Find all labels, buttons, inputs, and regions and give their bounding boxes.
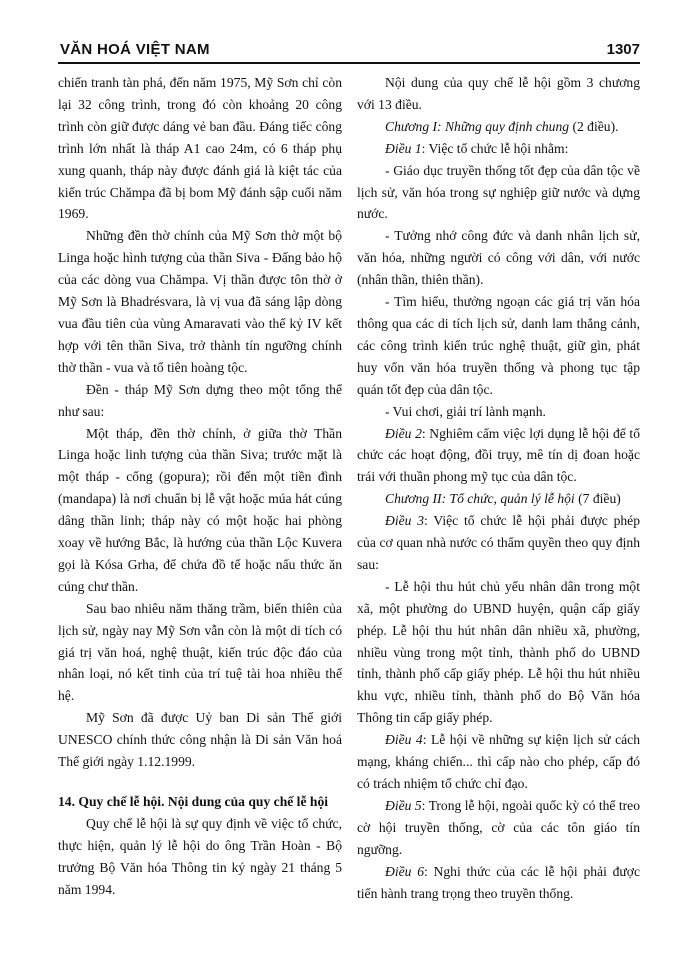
chapter-title: Chương I: Những quy định chung: [385, 118, 570, 134]
paragraph: Đền - tháp Mỹ Sơn dựng theo một tổng thể như sau:: [58, 381, 342, 419]
left-column: [58, 72, 342, 901]
paragraph: Một tháp, đền thờ chính, ở giữa thờ Thần Linga hoặc linh tượng của thần Siva; trước mặt là một tháp - cổng (gopura); rồi đến một tiền đình (mandapa) là nơi chuẩn bị lễ vật hoặc múa hát cúng dâng thần linh; tháp này có một hoặc hai phòng xoay về hướng Bắc, là hướng của thần Lộc Kuvera gọi là Kósa Grha, để chứa đồ tế hoặc nấu thức ăn cúng chư thần.: [58, 425, 342, 594]
chapter-heading: [357, 116, 640, 138]
bullet-item: - Vui chơi, giải trí lành mạnh.: [385, 403, 546, 419]
article-label: Điều 1: [385, 140, 422, 156]
article-text: : Nghiêm cấm việc lợi dụng lễ hội để tổ chức các hoạt động, đồi trụy, mê tín dị đoan hoặc trái với thuần phong mỹ tục của dân tộc.: [357, 425, 640, 485]
paragraph: chiến tranh tàn phá, đến năm 1975, Mỹ Sơn chỉ còn lại 32 công trình, trong đó còn khoảng 20 công trình còn giữ được dáng vẻ ban đầu. Đáng tiếc công trình lớn nhất là tháp A1 cao 24m, có 6 tháp phụ xung quanh, tháp này được đánh giá là kiệt tác của kiến trúc Chămpa đã bị bom Mỹ đánh sập cuối năm 1969.: [58, 75, 342, 222]
article-text: : Việc tổ chức lễ hội nhằm:: [421, 140, 569, 156]
chapter-title: Chương II: Tổ chức, quản lý lễ hội: [385, 491, 575, 507]
article-label: Điều 3: [385, 513, 425, 529]
article-label: Điều 4: [385, 732, 423, 748]
section-heading: 14. Quy chế lễ hội. Nội dung của quy chế lễ hội: [58, 794, 329, 809]
chapter-article-count: (2 điều).: [569, 118, 619, 134]
article-label: Điều 2: [385, 425, 422, 441]
article: [357, 138, 640, 160]
article-label: Điều 6: [385, 863, 424, 879]
page-number: 1307: [606, 41, 640, 58]
chapter-article-count: (7 điều): [574, 491, 621, 507]
paragraph: Quy chế lễ hội là sự quy định về việc tổ chức, thực hiện, quản lý lễ hội do ông Trần Hoàn - Bộ trưởng Bộ Văn hóa Thông tin ký ngày 21 tháng 5 năm 1994.: [58, 815, 342, 897]
article: [357, 795, 640, 861]
article-label: Điều 5: [385, 797, 422, 813]
article-text: : Trong lễ hội, ngoài quốc kỳ có thể treo cờ hội truyền thống, cờ của các tôn giáo tín ngưỡng.: [357, 797, 640, 857]
right-column: [357, 72, 640, 904]
running-title: VĂN HOÁ VIỆT NAM: [60, 41, 210, 58]
article-text: : Nghi thức của các lễ hội phải được tiến hành trang trọng theo truyền thống.: [357, 863, 640, 901]
paragraph: Những đền thờ chính của Mỹ Sơn thờ một bộ Linga hoặc hình tượng của thần Siva - Đấng bảo hộ của các dòng vua Chămpa. Vị thần được tôn thờ ở Mỹ Sơn là Bhadrésvara, là vị vua đã sáng lập dòng vua đầu tiên của vùng Amaravati vào thế kỷ IV kết hợp với tên thần Siva, trở thành tín ngưỡng chính thờ thần - vua và tổ tiên hoàng tộc.: [58, 228, 342, 375]
article: [357, 729, 640, 795]
article: [357, 510, 640, 576]
paragraph: Nội dung của quy chế lễ hội gồm 3 chương với 13 điều.: [357, 75, 640, 112]
article-text: : Việc tổ chức lễ hội phải được phép của cơ quan nhà nước có thẩm quyền theo quy định sau:: [357, 513, 641, 572]
bullet-item: - Tìm hiểu, thưởng ngoạn các giá trị văn hóa thông qua các di tích lịch sử, danh lam thắng cảnh, các công trình kiến trúc nghệ thuật, giữ gìn, phát huy vốn văn hóa truyền thống và phong tục tập quán tốt đẹp của dân tộc.: [357, 294, 640, 397]
chapter-heading: [357, 488, 640, 510]
paragraph: Mỹ Sơn đã được Uỷ ban Di sản Thế giới UNESCO chính thức công nhận là Di sản Văn hoá Thế giới ngày 1.12.1999.: [58, 710, 342, 770]
bullet-item: - Lễ hội thu hút chủ yếu nhân dân trong một xã, một phường do UBND huyện, quận cấp giấy phép. Lễ hội thu hút nhân dân nhiều xã, phường, nhiều vùng trong một tỉnh, thành phố do UBND tỉnh, thành phố cấp giấy phép. Lễ hội thu hút nhiều khu vực, nhiều tỉnh, thành phố do Bộ Văn hóa Thông tin cấp giấy phép.: [357, 578, 640, 726]
bullet-item: - Tưởng nhớ công đức và danh nhân lịch sử, văn hóa, những người có công với dân, với nước (nhân thần, thiên thần).: [357, 228, 640, 288]
article-text: : Lễ hội về những sự kiện lịch sử cách mạng, kháng chiến... thì cấp nào cho phép, cấp đó có trách nhiệm tổ chức chỉ đạo.: [357, 732, 640, 791]
running-header: [58, 36, 640, 64]
paragraph: Sau bao nhiêu năm thăng trầm, biến thiên của lịch sử, ngày nay Mỹ Sơn vẫn còn là một di tích có giá trị văn hoá, nghệ thuật, kiến trúc độc đáo của nhân loại, nó kết tinh của trí tuệ tài hoa nhiều thế hệ.: [58, 600, 342, 704]
bullet-item: - Giáo dục truyền thống tốt đẹp của dân tộc về lịch sử, văn hóa trong sự nghiệp giữ nước và dựng nước.: [357, 162, 640, 222]
article: [357, 423, 640, 489]
article: [357, 861, 640, 905]
